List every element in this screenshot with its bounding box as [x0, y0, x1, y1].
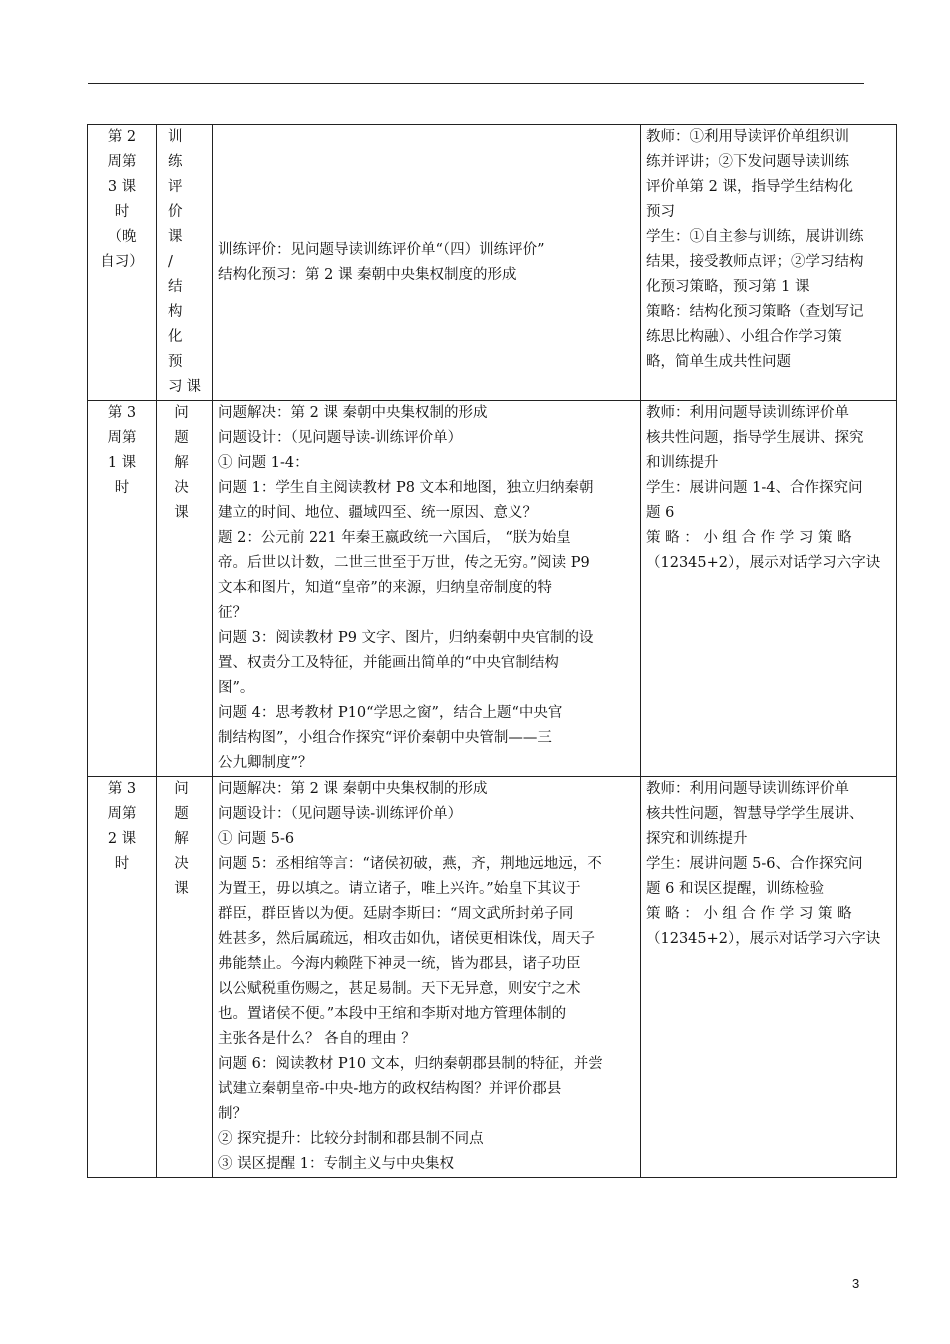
cell-text-line: 教师：利用问题导读训练评价单 — [646, 781, 849, 797]
method-cell — [641, 401, 897, 777]
cell-text-line: 问题设计：（见问题导读-训练评价单） — [218, 430, 463, 446]
cell-text-line: / — [168, 254, 177, 270]
cell-text-line: 周第 — [107, 154, 137, 170]
cell-text-line: 解 — [174, 455, 195, 471]
cell-text-line: 解 — [174, 831, 195, 847]
course-type-cell — [157, 777, 213, 1178]
cell-text-line: 周第 — [107, 806, 137, 822]
cell-text-line: 决 — [174, 480, 195, 496]
cell-text-line: ② 探究提升：比较分封制和郡县制不同点 — [218, 1131, 484, 1147]
method-cell — [641, 777, 897, 1178]
cell-text-line: 第 2 — [107, 129, 137, 145]
cell-text-line: 决 — [174, 856, 195, 872]
period-cell — [88, 777, 157, 1178]
cell-text-line: 略，简单生成共性问题 — [646, 354, 791, 370]
cell-text-line: 策 略 ： 小 组 合 作 学 习 策 略 — [646, 530, 852, 546]
cell-text-line: 问 — [174, 405, 195, 421]
cell-text-line: 问题 1：学生自主阅读教材 P8 文本和地图，独立归纳秦朝 — [218, 480, 594, 496]
cell-text-line: 以公赋税重伤赐之，甚足易制。天下无异意，则安宁之术 — [218, 981, 581, 997]
cell-text-line: 和训练提升 — [646, 455, 719, 471]
cell-text-line: 时 — [114, 480, 130, 496]
cell-text-line: 策略：结构化预习策略（查划写记 — [646, 304, 864, 320]
cell-text-line: 问题解决：第 2 课 秦朝中央集权制的形成 — [218, 405, 488, 421]
cell-text-line: 课 — [174, 881, 195, 897]
cell-text-line: 建立的时间、地位、疆域四至、统一原因、意义？ — [218, 505, 537, 521]
cell-text-line: 教师：利用问题导读训练评价单 — [646, 405, 849, 421]
cell-text-line: 学生：展讲问题 5-6、合作探究问 — [646, 856, 863, 872]
table-row — [88, 125, 897, 401]
cell-text-line: 问题 6：阅读教材 P10 文本，归纳秦朝郡县制的特征，并尝 — [218, 1056, 603, 1072]
cell-text-line: 题 — [174, 430, 195, 446]
cell-text-line: 群臣，群臣皆以为便。廷尉李斯曰：“周文武所封弟子同 — [218, 906, 574, 922]
cell-text-line: 帝。后世以计数，二世三世至于万世，传之无穷。”阅读 P9 — [218, 555, 590, 571]
cell-text-line: 题 2：公元前 221 年秦王嬴政统一六国后， “朕为始皇 — [218, 530, 571, 546]
cell-text-line: 时 — [114, 856, 130, 872]
cell-text-line: 试建立秦朝皇帝-中央-地方的政权结构图？并评价郡县 — [218, 1081, 562, 1097]
table-row — [88, 777, 897, 1178]
cell-text-line: 习课 — [168, 379, 205, 395]
cell-text-line: 文本和图片，知道“皇帝”的来源，归纳皇帝制度的特 — [218, 580, 552, 596]
cell-text-line: 核共性问题，智慧导学学生展讲、 — [646, 806, 864, 822]
cell-text-line: （晚 — [107, 229, 137, 245]
cell-text-line: 化预习策略，预习第 1 课 — [646, 279, 810, 295]
cell-text-line: 弗能禁止。今海内赖陛下神灵一统，皆为郡县，诸子功臣 — [218, 956, 581, 972]
cell-text-line: 结构化预习：第 2 课 秦朝中央集权制度的形成 — [218, 266, 517, 283]
cell-text-line: 为置王，毋以填之。请立诸子，唯上兴许。”始皇下其议于 — [218, 881, 581, 897]
cell-text-line: 置、权责分工及特征，并能画出简单的“中央官制结构 — [218, 655, 559, 671]
cell-text-line: 教师：①利用导读评价单组织训 — [646, 129, 849, 145]
cell-text-line: ① 问题 1-4： — [218, 455, 309, 471]
cell-text-line: （12345+2），展示对话学习六字诀 — [646, 931, 881, 947]
cell-text-line: 化 预 — [168, 329, 187, 370]
header-rule — [88, 83, 864, 84]
cell-text-line: 问题设计：（见问题导读-训练评价单） — [218, 806, 463, 822]
cell-text-line: 练思比构融）、小组合作学习策 — [646, 329, 842, 345]
cell-text-line: 问题 5：丞相绾等言：“诸侯初破，燕，齐，荆地远地远，不 — [218, 856, 602, 872]
cell-text-line: 周第 — [107, 430, 137, 446]
content-cell — [213, 401, 641, 777]
cell-text-line: 问题 4：思考教材 P10“学思之窗”，结合上题“中央官 — [218, 705, 563, 721]
cell-text-line: 制结构图”，小组合作探究“评价秦朝中央管制——三 — [218, 730, 552, 746]
cell-text-line: 题 6 — [646, 505, 675, 521]
cell-text-line: （12345+2），展示对话学习六字诀 — [646, 555, 881, 571]
cell-text-line: 训 练 — [168, 129, 187, 170]
period-cell — [88, 125, 157, 401]
cell-text-line: 2 课 — [107, 831, 137, 847]
cell-text-line: 评 价 — [168, 179, 187, 220]
page-number: 3 — [852, 1276, 860, 1291]
cell-text-line: 制？ — [218, 1106, 247, 1122]
cell-text-line: 问题 3：阅读教材 P9 文字、图片，归纳秦朝中央官制的设 — [218, 630, 594, 646]
cell-text-line: 结果，接受教师点评；②学习结构 — [646, 254, 864, 270]
cell-text-line: 自习） — [100, 254, 144, 270]
course-type-cell — [157, 125, 213, 401]
cell-text-line: 学生：①自主参与训练，展讲训练 — [646, 229, 864, 245]
cell-text-line: 也。置诸侯不便。”本段中王绾和李斯对地方管理体制的 — [218, 1006, 567, 1022]
cell-text-line: 评价单第 2 课，指导学生结构化 — [646, 179, 853, 195]
cell-text-line: 姓甚多，然后属疏远，相攻击如仇，诸侯更相诛伐，周天子 — [218, 931, 595, 947]
cell-text-line: 时 — [114, 204, 130, 220]
content-cell — [213, 125, 641, 401]
period-cell — [88, 401, 157, 777]
cell-text-line: 题 — [174, 806, 195, 822]
cell-text-line: 训练评价：见问题导读训练评价单“（四）训练评价” — [218, 241, 545, 258]
cell-text-line: ③ 误区提醒 1：专制主义与中央集权 — [218, 1156, 454, 1172]
method-cell — [641, 125, 897, 401]
lesson-plan-table — [87, 124, 897, 1178]
cell-text-line: 课 — [174, 505, 195, 521]
cell-text-line: 策 略 ： 小 组 合 作 学 习 策 略 — [646, 906, 852, 922]
content-cell — [213, 777, 641, 1178]
cell-text-line: 公九卿制度”？ — [218, 755, 313, 771]
cell-text-line: 第 3 — [107, 781, 137, 797]
cell-text-line: 3 课 — [107, 179, 137, 195]
cell-text-line: 图”。 — [218, 680, 255, 696]
cell-text-line: 探究和训练提升 — [646, 831, 748, 847]
cell-text-line: 第 3 — [107, 405, 137, 421]
table-row — [88, 401, 897, 777]
cell-text-line: 征？ — [218, 605, 247, 621]
cell-text-line: 1 课 — [107, 455, 137, 471]
cell-text-line: 结 构 — [168, 279, 187, 320]
cell-text-line: 核共性问题，指导学生展讲、探究 — [646, 430, 864, 446]
cell-text-line: 问题解决：第 2 课 秦朝中央集权制的形成 — [218, 781, 488, 797]
cell-text-line: 问 — [174, 781, 195, 797]
cell-text-line: 预习 — [646, 204, 675, 220]
course-type-cell — [157, 401, 213, 777]
cell-text-line: 题 6 和误区提醒，训练检验 — [646, 881, 824, 897]
cell-text-line: 主张各是什么？ 各自的理由 ？ — [218, 1031, 416, 1047]
cell-text-line: 学生：展讲问题 1-4、合作探究问 — [646, 480, 863, 496]
cell-text-line: 练并评讲；②下发问题导读训练 — [646, 154, 849, 170]
cell-text-line: ① 问题 5-6 — [218, 831, 295, 847]
cell-text-line: 课 — [168, 229, 187, 245]
